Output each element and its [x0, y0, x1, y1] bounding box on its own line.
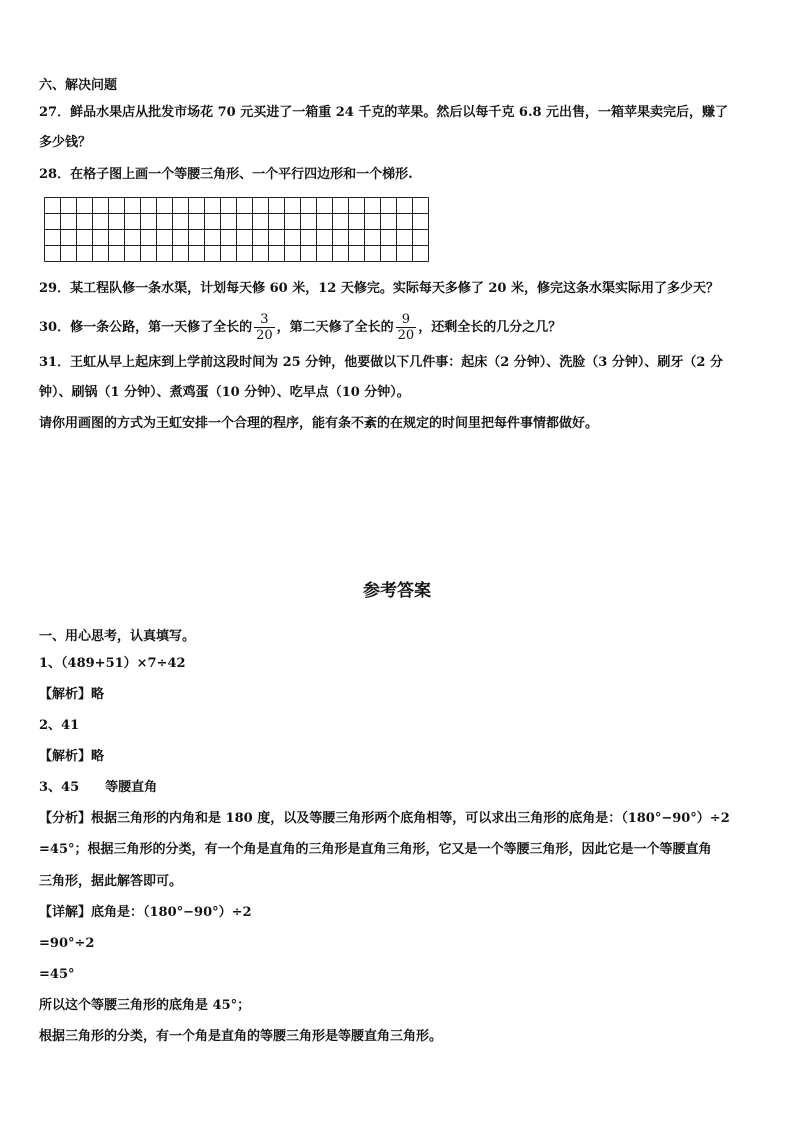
question-31-line2: 钟）、刷锅（1 分钟）、煮鸡蛋（10 分钟）、吃早点（10 分钟）。: [39, 385, 410, 400]
question-31-line3: 请你用画图的方式为王虹安排一个合理的程序，能有条不紊的在规定的时间里把每件事情都做好。: [39, 416, 599, 431]
fraction-3-20: [254, 312, 275, 343]
question-29: 29．某工程队修一条水渠，计划每天修 60 米，12 天修完。实际每天多修了 20 米，修完这条水渠实际用了多少天？: [39, 281, 719, 296]
answer-3-analysis-line2: =45°；根据三角形的分类，有一个角是直角的三角形是直角三角形，它又是一个等腰三角形，因此它是一个等腰直角: [39, 842, 712, 857]
answer-3-detail-line1: 【详解】底角是：（180°−90°）÷2: [39, 905, 252, 920]
question-27-line2: 多少钱？: [39, 135, 92, 150]
fraction-1-numerator: 3: [260, 312, 269, 327]
section-heading: 六、解决问题: [39, 78, 118, 93]
answer-3-analysis-line3: 三角形，据此解答即可。: [39, 874, 183, 889]
fraction-1-denominator: 20: [256, 328, 273, 343]
fraction-2-numerator: 9: [401, 312, 411, 327]
answer-3-detail-line2: =90°÷2: [39, 936, 95, 951]
question-30-text-c: ，还剩全长的几分之几？: [418, 320, 562, 335]
question-30-text-b: ，第二天修了全长的: [276, 320, 394, 335]
answer-3-detail-line4: 所以这个等腰三角形的底角是 45°；: [39, 998, 251, 1013]
answer-2: 2、41: [39, 718, 80, 733]
answer-3-analysis-line1: 【分析】根据三角形的内角和是 180 度，以及等腰三角形两个底角相等，可以求出三角形的底角是：（180°−90°）÷2: [39, 811, 730, 826]
question-27-line1: 27．鲜品水果店从批发市场花 70 元买进了一箱重 24 千克的苹果。然后以每千克 6.8 元出售，一箱苹果卖完后，赚了: [39, 105, 729, 120]
answer-1: 1、（489+51）×7÷42: [39, 656, 186, 671]
question-28: 28．在格子图上画一个等腰三角形、一个平行四边形和一个梯形.: [39, 167, 413, 182]
question-31-line1: 31．王虹从早上起床到上学前这段时间为 25 分钟，他要做以下几件事：起床（2 分钟）、洗脸（3 分钟）、刷牙（2 分: [39, 355, 723, 370]
answers-title: 参考答案: [363, 581, 431, 601]
answer-1-note: 【解析】略: [39, 687, 105, 702]
drawing-grid: [44, 197, 432, 263]
fraction-9-20: [396, 312, 417, 343]
answer-3-detail-line5: 根据三角形的分类，有一个角是直角的等腰三角形是等腰直角三角形。: [39, 1029, 443, 1044]
answer-2-note: 【解析】略: [39, 749, 105, 764]
question-30-text-a: 30．修一条公路，第一天修了全长的: [39, 320, 253, 335]
answer-3: 3、45 等腰直角: [39, 780, 158, 795]
question-30: [39, 308, 561, 348]
answer-3-detail-line3: =45°: [39, 967, 75, 982]
fraction-2-denominator: 20: [397, 328, 415, 343]
answers-section-1: 一、用心思考，认真填写。: [39, 629, 196, 644]
